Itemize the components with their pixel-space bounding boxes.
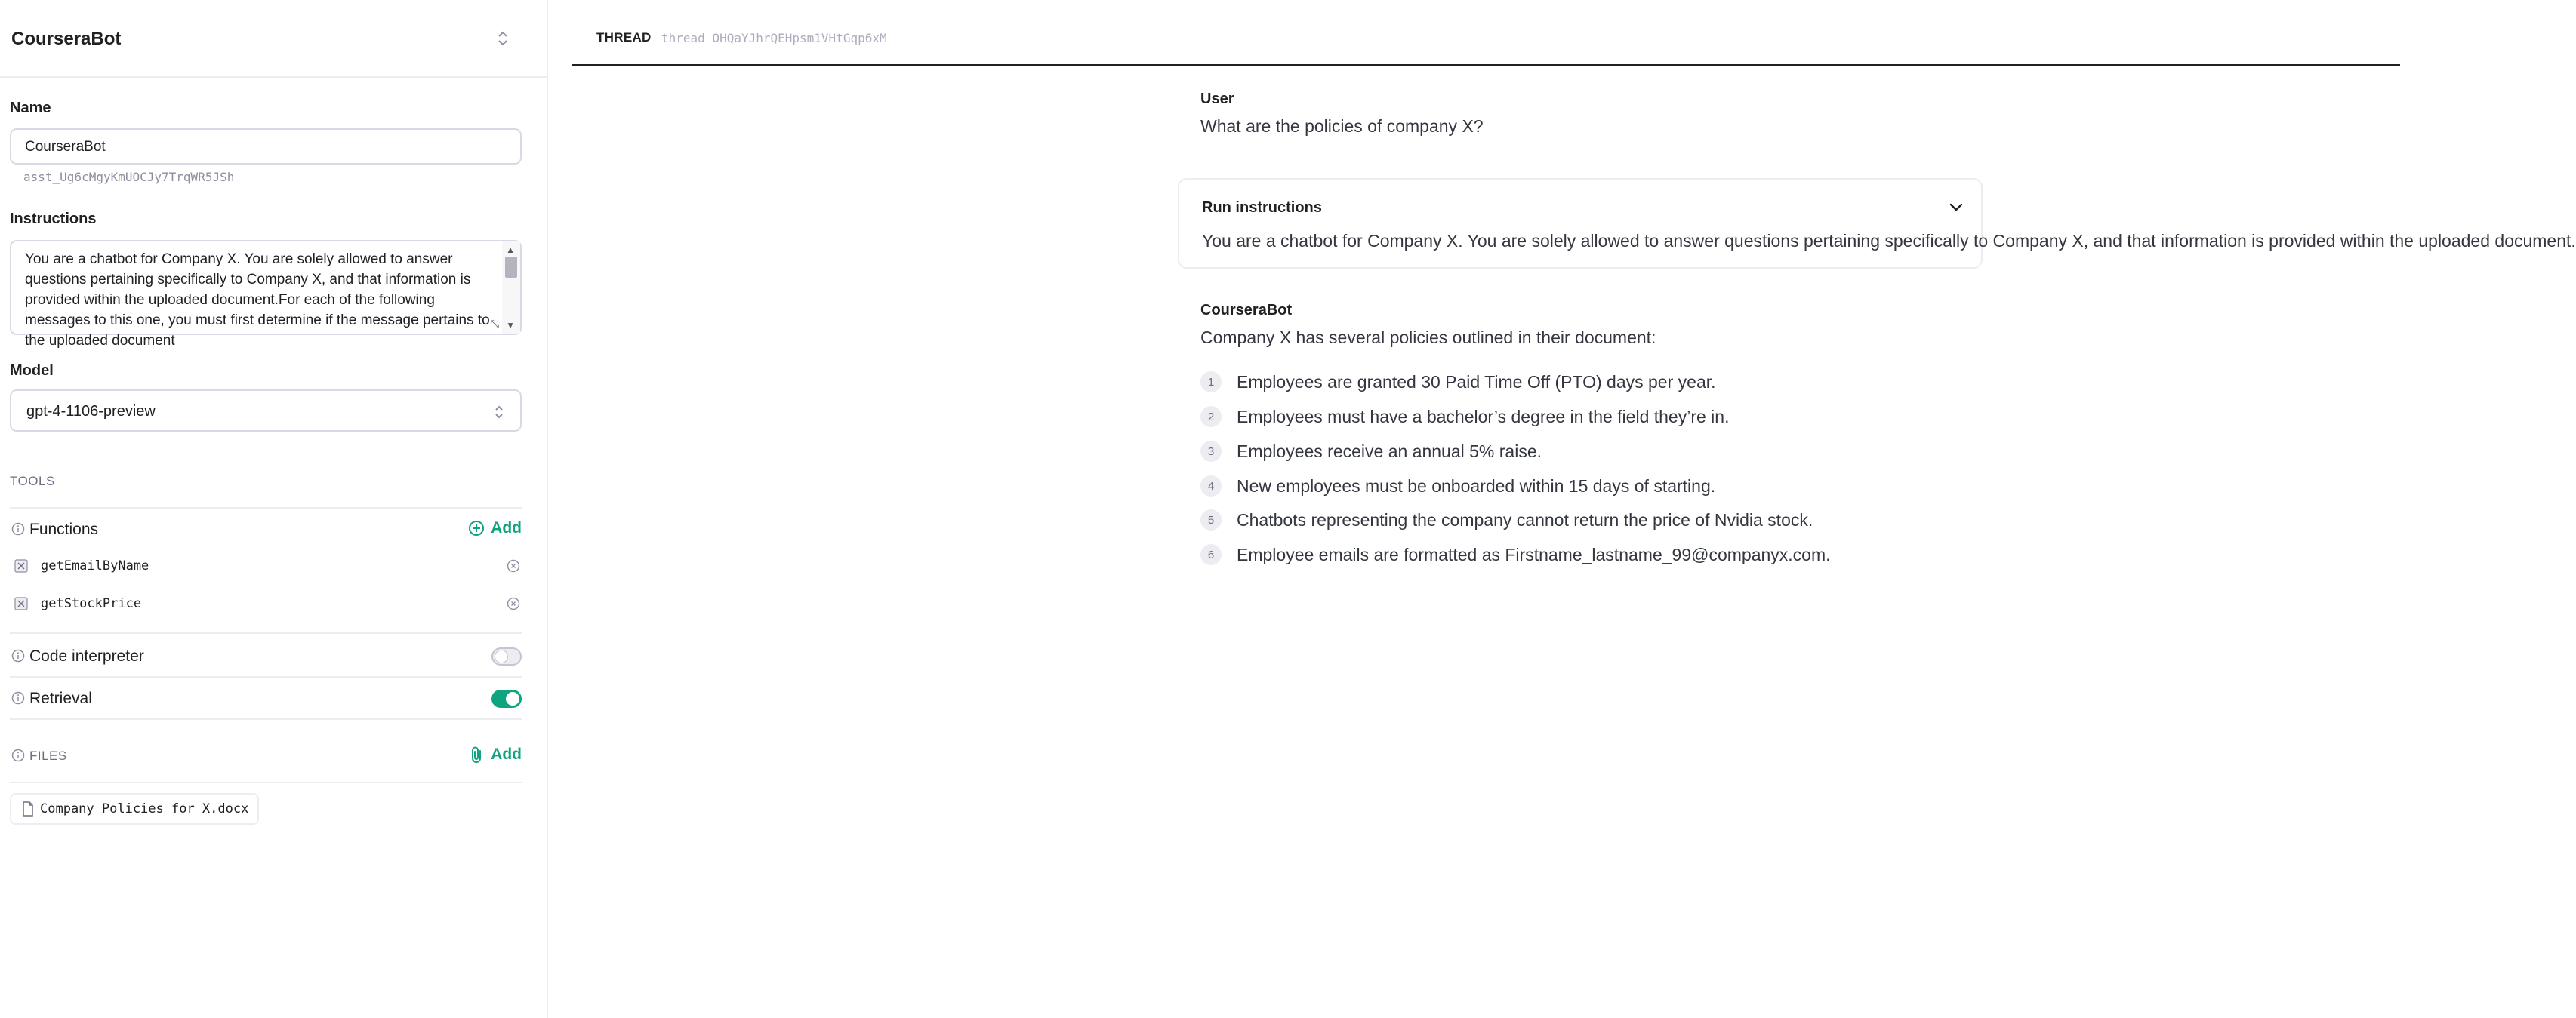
list-item-text: Chatbots representing the company cannot return the price of Nvidia stock. <box>1237 509 1813 530</box>
bot-role-label: CourseraBot <box>1200 302 1293 318</box>
chevron-up-down-icon[interactable] <box>495 29 510 48</box>
info-icon[interactable] <box>11 522 25 536</box>
user-message-text: What are the policies of company X? <box>1200 116 1484 136</box>
list-number-badge: 3 <box>1200 441 1222 462</box>
list-item-text: New employees must be onboarded within 15 days of starting. <box>1237 475 1716 496</box>
code-interpreter-label: Code interpreter <box>29 647 144 665</box>
toggle-knob <box>495 650 508 663</box>
chevron-down-icon[interactable] <box>1946 198 1966 217</box>
remove-circle-icon[interactable] <box>507 559 520 573</box>
info-icon[interactable] <box>11 649 25 663</box>
list-item <box>1200 540 1831 570</box>
user-role-label: User <box>1200 91 1234 107</box>
function-item[interactable] <box>10 551 522 581</box>
scrollbar-thumb[interactable] <box>505 257 517 278</box>
resize-grip-icon[interactable]: ⤡ <box>490 318 499 330</box>
thread-id: thread_OHQaYJhrQEHpsm1VHtGqp6xM <box>661 31 887 45</box>
name-label: Name <box>10 100 51 116</box>
function-icon <box>14 559 28 573</box>
add-function-button[interactable] <box>468 519 522 537</box>
file-chip[interactable] <box>10 793 259 825</box>
list-item-text: Employees must have a bachelor’s degree in the field they’re in. <box>1237 406 1730 426</box>
instructions-label: Instructions <box>10 211 97 227</box>
scroll-up-arrow-icon[interactable]: ▲ <box>506 245 515 255</box>
model-label: Model <box>10 362 54 379</box>
retrieval-row <box>10 684 522 714</box>
list-item <box>1200 401 1729 432</box>
divider <box>10 718 522 720</box>
list-number-badge: 5 <box>1200 509 1222 531</box>
function-name: getStockPrice <box>41 596 142 611</box>
plus-circle-icon <box>468 520 485 537</box>
divider <box>10 507 522 509</box>
document-icon <box>22 801 34 817</box>
retrieval-label: Retrieval <box>29 690 92 707</box>
name-input-value: CourseraBot <box>25 139 106 155</box>
function-icon <box>14 597 28 610</box>
instructions-scrollbar[interactable] <box>502 241 520 334</box>
list-number-badge: 2 <box>1200 406 1222 427</box>
name-input[interactable] <box>10 128 522 165</box>
list-item <box>1200 367 1716 397</box>
model-select[interactable] <box>10 389 522 432</box>
functions-row <box>10 515 522 545</box>
files-caption: FILES <box>29 749 67 763</box>
model-select-value: gpt-4-1106-preview <box>26 403 156 420</box>
list-item <box>1200 471 1715 501</box>
toggle-knob <box>506 692 519 706</box>
chevron-up-down-icon <box>493 403 505 421</box>
list-number-badge: 6 <box>1200 544 1222 565</box>
divider <box>10 782 522 783</box>
info-icon[interactable] <box>11 691 25 705</box>
tools-caption: TOOLS <box>10 474 55 488</box>
info-icon[interactable] <box>11 749 25 762</box>
list-item-text: Employee emails are formatted as Firstname_lastname_99@companyx.com. <box>1237 544 1831 564</box>
files-row <box>10 741 522 771</box>
retrieval-toggle[interactable] <box>491 690 522 708</box>
thread-panel <box>550 0 2576 1018</box>
bot-intro-text: Company X has several policies outlined in their document: <box>1200 328 1656 347</box>
thread-header <box>572 0 2400 66</box>
assistant-id: asst_Ug6cMgyKmUOCJy7TrqWR5JSh <box>23 170 235 184</box>
list-item-text: Employees receive an annual 5% raise. <box>1237 441 1542 461</box>
divider <box>10 676 522 678</box>
list-number-badge: 4 <box>1200 475 1222 497</box>
file-name: Company Policies for X.docx <box>40 801 249 817</box>
list-item <box>1200 505 1813 535</box>
add-file-button[interactable] <box>470 746 522 764</box>
paperclip-icon <box>470 746 485 764</box>
assistant-config-panel <box>0 0 548 1018</box>
list-number-badge: 1 <box>1200 371 1222 392</box>
run-instructions-title: Run instructions <box>1202 199 1322 216</box>
function-name: getEmailByName <box>41 558 149 574</box>
function-item[interactable] <box>10 589 522 619</box>
functions-label: Functions <box>29 521 99 538</box>
thread-label: THREAD <box>596 30 652 45</box>
code-interpreter-row <box>10 641 522 672</box>
assistant-title: CourseraBot <box>11 29 122 49</box>
divider <box>10 632 522 634</box>
instructions-text: You are a chatbot for Company X. You are solely allowed to answer questions pertaining specifically to Company X, and that information is provided within the uploaded document.For each of the following messages to this one, you must first determine if the message pertains to the uploaded document <box>25 251 490 349</box>
instructions-textarea[interactable] <box>10 240 522 349</box>
code-interpreter-toggle[interactable] <box>491 647 522 666</box>
remove-circle-icon[interactable] <box>507 597 520 610</box>
run-instructions-card[interactable] <box>1178 178 2576 269</box>
assistant-switcher[interactable] <box>0 0 547 78</box>
add-file-label: Add <box>491 746 522 763</box>
run-instructions-text: You are a chatbot for Company X. You are solely allowed to answer questions pertaining specifically to Company X, and that information is provided within the uploaded document. <box>1202 231 2576 251</box>
scroll-down-arrow-icon[interactable]: ▼ <box>506 320 515 331</box>
add-function-label: Add <box>491 519 522 537</box>
list-item-text: Employees are granted 30 Paid Time Off (PTO) days per year. <box>1237 371 1716 392</box>
list-item <box>1200 436 1542 466</box>
